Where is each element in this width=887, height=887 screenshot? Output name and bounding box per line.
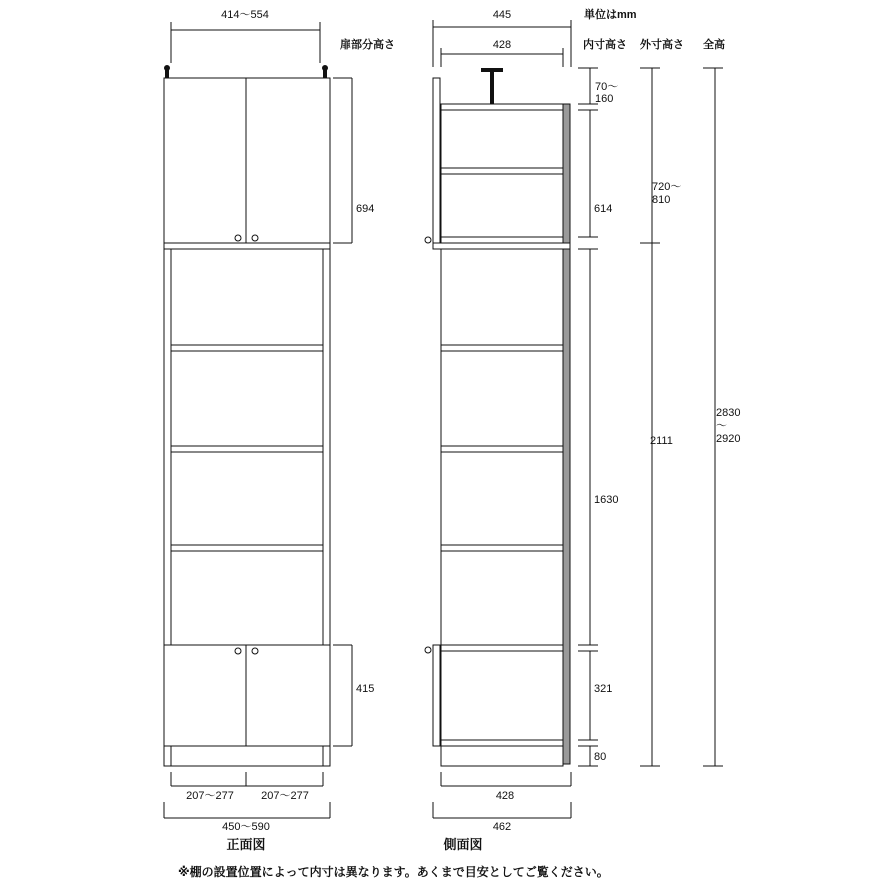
upper-left-knob-icon bbox=[235, 235, 241, 241]
side-lower-unit bbox=[441, 249, 563, 766]
base-height-label: 80 bbox=[594, 751, 607, 763]
side-view bbox=[425, 9, 571, 852]
upper-outer-height-label: 720～ 810 bbox=[652, 181, 682, 206]
side-upper-knob-icon bbox=[425, 237, 431, 243]
upper-right-knob-icon bbox=[252, 235, 258, 241]
middle-inner-height-label: 1630 bbox=[594, 494, 619, 506]
inner-height-dimensions bbox=[578, 68, 618, 766]
side-top-outer-depth-label: 445 bbox=[492, 9, 512, 21]
lower-door-height-label: 415 bbox=[356, 683, 375, 695]
lower-right-knob-icon bbox=[252, 648, 258, 654]
side-bottom-outer-depth-label: 462 bbox=[492, 821, 512, 833]
outer-height-header: 外寸高さ bbox=[640, 39, 684, 51]
side-lower-knob-icon bbox=[425, 647, 431, 653]
total-height-header: 全高 bbox=[703, 39, 725, 51]
side-back-panel bbox=[563, 104, 570, 764]
front-tension-poles bbox=[164, 65, 328, 78]
front-top-width-dimension bbox=[171, 9, 320, 63]
front-door-width-dimension bbox=[171, 772, 323, 802]
side-tension-pole bbox=[481, 68, 503, 104]
adjuster-height-label: 70～ 160 bbox=[595, 81, 619, 105]
door-width-left-label: 207～277 bbox=[186, 790, 234, 802]
footnote: ※棚の設置位置によって内寸は異なります。あくまで目安としてご覧ください。 bbox=[178, 865, 609, 879]
front-top-width-label: 414～554 bbox=[221, 9, 269, 21]
side-top-outer-depth-dimension bbox=[433, 9, 571, 67]
upper-door-height-label: 694 bbox=[356, 203, 375, 215]
side-view-title: 側面図 bbox=[443, 837, 483, 852]
lower-outer-height-label: 2111 bbox=[650, 435, 673, 447]
side-bottom-outer-depth-dimension bbox=[433, 802, 571, 833]
upper-inner-height-label: 614 bbox=[594, 203, 613, 215]
headers bbox=[340, 7, 725, 51]
front-view-title: 正面図 bbox=[226, 837, 266, 852]
total-height-dimension bbox=[703, 68, 740, 766]
side-upper-door-panel bbox=[433, 78, 440, 243]
door-width-right-label: 207～277 bbox=[261, 790, 309, 802]
side-bottom-inner-depth-dimension bbox=[441, 772, 571, 802]
side-top-inner-depth-label: 428 bbox=[492, 39, 512, 51]
side-top-inner-depth-dimension bbox=[441, 39, 563, 67]
side-bottom-inner-depth-label: 428 bbox=[495, 790, 515, 802]
front-upper-cabinet bbox=[164, 78, 330, 249]
outer-height-dimensions bbox=[640, 68, 681, 766]
lower-inner-height-label: 321 bbox=[594, 683, 613, 695]
front-total-width-dimension bbox=[164, 802, 330, 833]
lower-left-knob-icon bbox=[235, 648, 241, 654]
side-lower-door-panel bbox=[433, 645, 440, 746]
side-upper-unit bbox=[433, 104, 570, 249]
front-view bbox=[164, 9, 374, 852]
units-label: 単位はmm bbox=[584, 9, 637, 21]
inner-height-header: 内寸高さ bbox=[583, 39, 627, 51]
front-total-width-label: 450～590 bbox=[222, 821, 270, 833]
total-height-label: 2830 ～ 2920 bbox=[716, 407, 741, 445]
door-height-header: 扉部分高さ bbox=[340, 39, 395, 51]
